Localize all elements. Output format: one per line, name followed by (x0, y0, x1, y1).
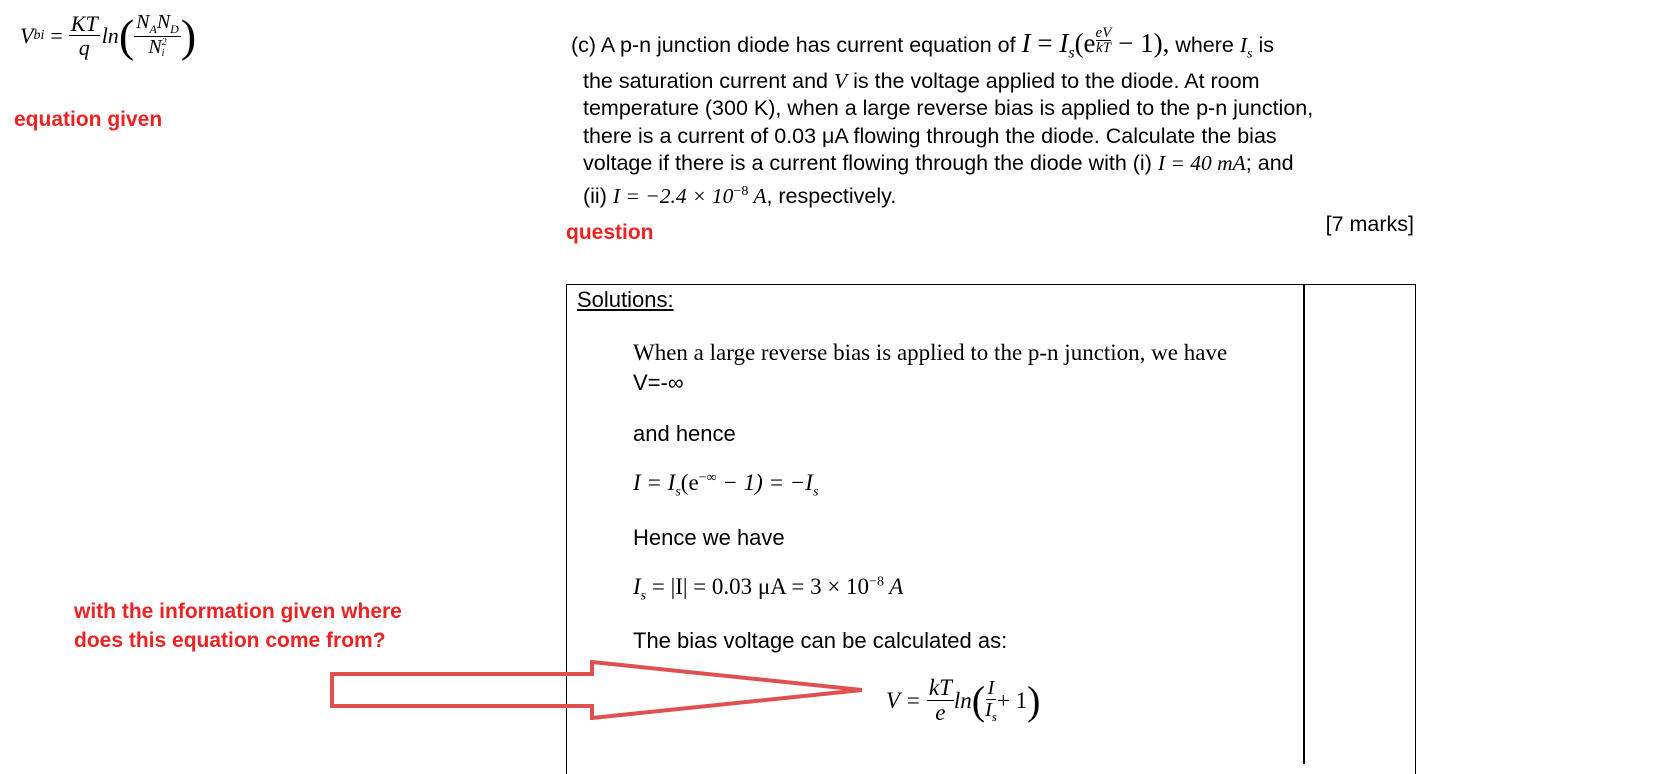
eq1-sup: −∞ (698, 470, 717, 486)
q-eq-i: I (1021, 28, 1031, 58)
q-eq-exp-den: kT (1095, 40, 1111, 56)
eq-fraction (69, 12, 100, 59)
solution-p2: and hence (633, 421, 736, 446)
eq2-c: A (883, 574, 904, 599)
eq-nd-sub: D (170, 22, 179, 37)
solution-eq2 (633, 574, 903, 605)
eq-inner-fraction (134, 12, 181, 59)
solution-p1: When a large reverse bias is applied to the p-n junction, we have (633, 340, 1228, 365)
eq-frac-den: q (78, 35, 90, 61)
q-l6-sup: −8 (733, 183, 749, 199)
eq-paren-close: ) (180, 9, 197, 61)
q-eq-is: I (1059, 28, 1069, 58)
eq1-b: (e (680, 470, 699, 495)
eq-paren-open: ( (118, 9, 135, 61)
eq-lhs: V (20, 22, 34, 48)
eq2-b: = |I| = 0.03 μA = 3 × 10 (646, 574, 870, 599)
eq1-c: − 1) = −I (716, 470, 813, 495)
solution-eq3 (886, 676, 1040, 725)
eq3-lhs: V = (886, 687, 921, 713)
question-line-5 (583, 150, 1413, 178)
right-arrow-icon (330, 660, 870, 720)
q-l6-a: (ii) (583, 183, 613, 208)
q-l6-b: , respectively. (766, 183, 897, 208)
eq3-fn: ln (953, 687, 972, 713)
solutions-title: Solutions: (577, 287, 674, 312)
q-l1-end: is (1252, 33, 1274, 57)
q-eq-is-sub: s (1068, 44, 1075, 62)
note-line-2: does this equation come from? (74, 629, 386, 652)
q-l1-pre: (c) A p-n junction diode has current equation of (571, 33, 1022, 57)
question-line-3: temperature (300 K), when a large reverse bias is applied to the p-n junction, (583, 96, 1314, 121)
eq3-in-den-sub: s (991, 708, 997, 724)
eq3-paren-close: ) (1027, 677, 1041, 723)
q-l1-post: where (1169, 33, 1240, 57)
q-l6-unit: A (748, 183, 767, 208)
eq3-in-num: I (987, 676, 995, 699)
q-eq-exponent (1096, 26, 1112, 55)
eq2-sup: −8 (869, 574, 884, 590)
eq-frac-num: KT (70, 11, 98, 36)
note-line-1: with the information given where (74, 600, 402, 623)
eq-ni-sup: 2 (161, 37, 167, 49)
q-eq-exp-num: eV (1095, 25, 1112, 41)
solution-p4: The bias voltage can be calculated as: (633, 628, 1008, 653)
q-l6-eq: I = −2.4 × 10 (612, 183, 734, 208)
eq1-sub: s (675, 484, 681, 500)
q-l1-is: I (1239, 33, 1248, 57)
eq1-sub2: s (812, 484, 819, 500)
q-l5-eq: I = 40 mA (1157, 151, 1246, 176)
vbi-equation (20, 9, 197, 61)
q-eq-exp-base: (e (1074, 28, 1096, 58)
q-eq-eq: = (1030, 28, 1060, 58)
question-text (571, 25, 1413, 210)
eq3-fraction (927, 676, 954, 725)
equation-origin-note (74, 597, 402, 655)
marks-label: [7 marks] (1325, 212, 1414, 236)
eq-nd: N (156, 11, 171, 34)
q-l2-b: is the voltage applied to the diode. At room (847, 68, 1260, 93)
solution-p1b: V=-∞ (633, 370, 684, 395)
solution-eq1 (633, 470, 818, 501)
eq3-plus: + 1 (996, 687, 1028, 713)
solution-p3: Hence we have (633, 525, 785, 550)
eq3-in-den: I (985, 698, 992, 721)
eq1-a: I = I (633, 470, 676, 495)
eq-lhs-sub: bi (33, 27, 45, 43)
equation-given-label: equation given (14, 108, 163, 131)
eq3-den: e (935, 700, 946, 726)
q-l2-a: the saturation current and (583, 68, 834, 93)
eq-ni-sub: i (161, 48, 165, 60)
eq-equals: = (50, 22, 63, 48)
question-label: question (566, 221, 654, 244)
eq2-sub: s (640, 588, 647, 604)
eq3-num: kT (928, 675, 952, 700)
eq-na: N (136, 11, 150, 34)
q-l5-b: ; and (1245, 151, 1294, 176)
eq3-inner-fraction (985, 678, 997, 724)
eq-na-sub: A (149, 22, 157, 37)
q-l1-is-sub: s (1247, 46, 1253, 62)
eq-ni: N (148, 35, 162, 58)
question-line-1 (571, 26, 1413, 68)
q-l5-a: voltage if there is a current flowing through the diode with (i) (583, 151, 1158, 176)
question-line-2 (583, 68, 1413, 96)
eq2-a: I (633, 574, 641, 599)
question-line-4: there is a current of 0.03 μA flowing through the diode. Calculate the bias (583, 123, 1277, 148)
q-eq-tail: − 1), (1111, 28, 1170, 58)
q-l2-v: V (834, 68, 848, 93)
eq3-paren-open: ( (971, 677, 986, 723)
question-line-6 (583, 178, 1413, 211)
solution-column-divider (1303, 284, 1305, 764)
eq-fn: ln (101, 22, 119, 48)
